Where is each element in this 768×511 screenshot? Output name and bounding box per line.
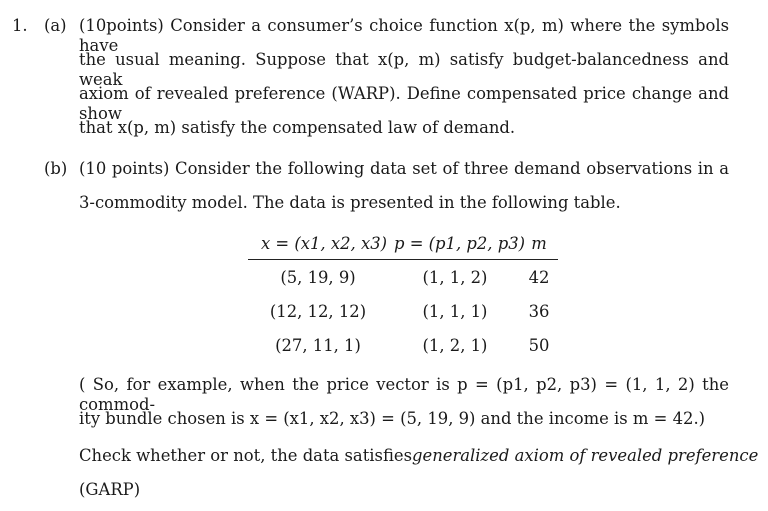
part-a-line-4: that x(p, m) satisfy the compensated law of demand. (79, 118, 516, 137)
table-cell-x: (5, 19, 9) (280, 268, 356, 287)
part-b-line-1: (10 points) Consider the following data set of three demand observations in a (79, 159, 729, 178)
table-cell-m: 36 (528, 302, 550, 321)
note-line-2: ity bundle chosen is x = (x1, x2, x3) = (5, 19, 9) and the income is m = 42.) (79, 409, 706, 428)
question-prefix: Check whether or not, the data satisfies (79, 446, 412, 465)
part-a-line-1: (10points) Consider a consumer’s choice function x(p, m) where the symbols have (79, 16, 729, 55)
table-header-m: m (531, 234, 547, 253)
table-cell-m: 42 (528, 268, 550, 287)
part-a-label: (a) (44, 16, 67, 35)
part-b-line-2: 3-commodity model. The data is presented in the following table. (79, 193, 621, 212)
part-a-line-3: axiom of revealed preference (WARP). Define compensated price change and show (79, 84, 729, 123)
table-cell-x: (12, 12, 12) (269, 302, 367, 321)
table-header-x: x = (x1, x2, x3) (260, 234, 388, 253)
part-a-line-2: the usual meaning. Suppose that x(p, m) satisfy budget-balancedness and weak (79, 50, 729, 89)
question-line (79, 446, 759, 466)
note-line-1: ( So, for example, when the price vector is p = (p1, p2, p3) = (1, 1, 2) the commod- (79, 375, 729, 414)
part-b-label: (b) (44, 159, 68, 178)
question-tail: (GARP) (79, 480, 141, 499)
question-emphasis: generalized axiom of revealed preference (412, 446, 759, 465)
table-cell-p: (1, 1, 2) (422, 268, 488, 287)
table-cell-m: 50 (528, 336, 550, 355)
problem-number: 1. (12, 16, 28, 35)
table-cell-x: (27, 11, 1) (275, 336, 361, 355)
table-header-p: p = (p1, p2, p3) (394, 234, 526, 253)
table-cell-p: (1, 1, 1) (422, 302, 488, 321)
table-cell-p: (1, 2, 1) (422, 336, 488, 355)
table-header-rule (248, 259, 558, 260)
